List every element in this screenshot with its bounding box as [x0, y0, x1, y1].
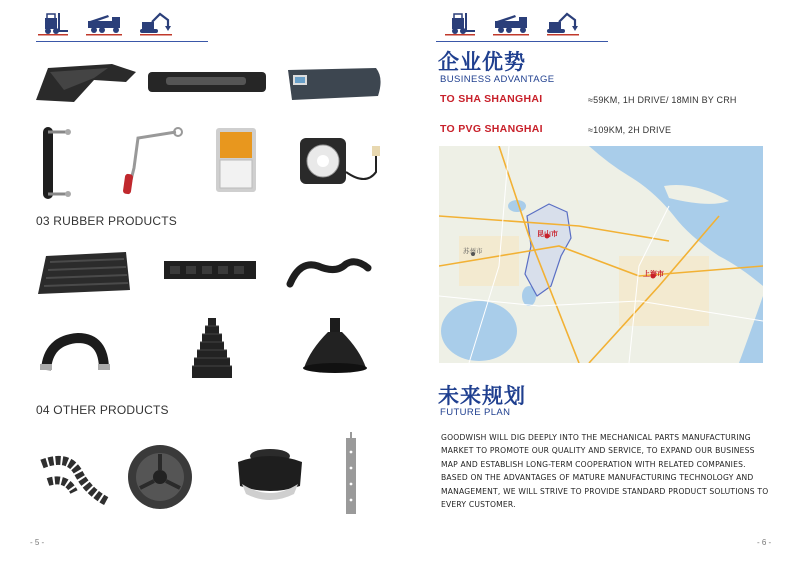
section-title-rubber: 03 RUBBER PRODUCTS	[36, 214, 177, 228]
plastic-handle-bar-image	[146, 68, 268, 98]
route-pvg-info: ≈109KM, 2H DRIVE	[588, 125, 672, 135]
forklift-icon	[443, 12, 477, 36]
location-map	[439, 146, 763, 363]
header-rule-right	[436, 41, 608, 42]
truck-crane-icon	[491, 12, 531, 36]
rubber-grab-handle-image	[36, 126, 76, 200]
dashboard-display-panel-image	[286, 66, 384, 102]
future-plan-title-en: FUTURE PLAN	[440, 407, 511, 418]
rubber-elbow-hose-image	[38, 330, 114, 378]
route-sha-destination: TO SHA SHANGHAI	[440, 93, 543, 105]
turn-signal-lamp-image	[212, 126, 260, 194]
fuel-filter-cup-image	[228, 444, 312, 506]
page-number-left: - 5 -	[30, 538, 45, 547]
forklift-icon	[36, 12, 70, 36]
map-label-kunshan: 昆山市	[537, 230, 558, 238]
truck-crane-icon	[84, 12, 124, 36]
rubber-strip-image	[162, 258, 258, 282]
header-rule	[36, 41, 208, 42]
excavator-icon	[545, 12, 581, 36]
rubber-bellows-image	[190, 316, 234, 380]
header-icons-right	[443, 12, 581, 36]
rubber-mat-image	[36, 250, 132, 296]
work-light-image	[296, 132, 386, 198]
future-plan-text: GOODWISH WILL DIG DEEPLY INTO THE MECHANICAL PARTS MANUFACTURING MARKET TO PROMOTE OUR QUALITY AND SERVICE, TO EXPAND OUR BUSINESS MAP AND ESTABLISH LONG-TERM COOPERATION WITH RELATED COMPANIES. BASED ON THE ADVANTAGES OF MATURE MANUFACTURING TECHNOLOGY AND MANAGEMENT, WE WILL STRIVE TO PROVIDE STANDARD PRODUCT SOLUTIONS TO EVERY CUSTOMER.	[441, 433, 769, 510]
future-plan-title-cn: 未来规划	[438, 384, 526, 408]
map-label-suzhou: 苏州市	[463, 247, 483, 255]
route-sha-info: ≈59KM, 1H DRIVE/ 18MIN BY CRH	[588, 95, 737, 105]
header-icons	[36, 12, 174, 36]
business-advantage-title-en: BUSINESS ADVANTAGE	[440, 74, 555, 85]
route-pvg-destination: TO PVG SHANGHAI	[440, 123, 543, 135]
roller-chain-image	[38, 452, 112, 510]
map-label-shanghai: 上海市	[643, 270, 664, 278]
section-title-other: 04 OTHER PRODUCTS	[36, 403, 169, 417]
rubber-hose-image	[284, 254, 372, 288]
plastic-floor-panel-image	[34, 60, 138, 106]
page-number-right: - 6 -	[757, 538, 772, 547]
metal-blade-image	[342, 432, 360, 516]
rubber-boot-image	[300, 316, 370, 374]
pulley-wheel-image	[126, 442, 194, 512]
excavator-icon	[138, 12, 174, 36]
map-graphic	[439, 146, 763, 363]
hand-lever-image	[118, 124, 188, 198]
business-advantage-title-cn: 企业优势	[438, 50, 526, 74]
